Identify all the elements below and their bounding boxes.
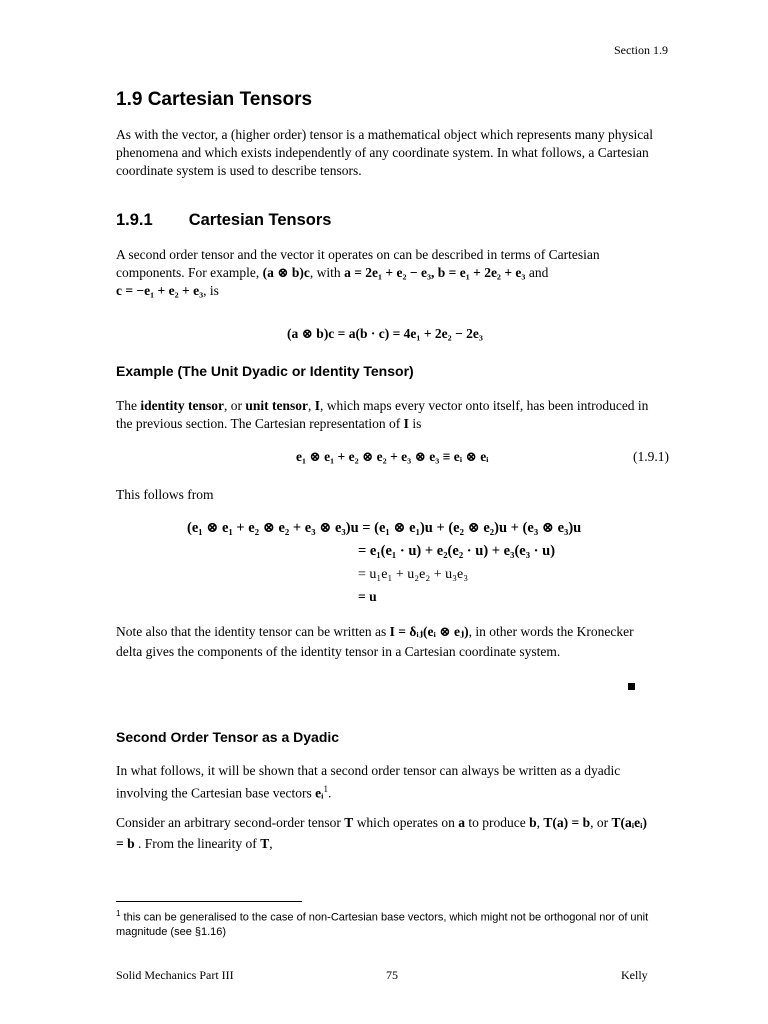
derivation-line-4: = u xyxy=(358,589,377,604)
para2-t2: , or xyxy=(224,398,246,413)
equation-label-1-9-1: (1.9.1) xyxy=(633,449,669,464)
para2-t5: is xyxy=(408,416,422,431)
section-header: Section 1.9 xyxy=(614,43,668,57)
para1-expr-dyad: (a ⊗ b)c xyxy=(262,265,310,280)
para4-t2: . xyxy=(327,785,332,801)
paragraph-dyadic xyxy=(116,762,656,803)
para5-t6: . From the linearity of xyxy=(134,836,261,851)
para5-eq1: T(a) = b xyxy=(543,815,591,830)
para3-t2: , in other words the Kronecker delta gives the components of the identity tensor in a Cartesian coordinate system. xyxy=(116,624,634,659)
para5-t2: which operates on xyxy=(353,815,459,830)
para5-T-2: T xyxy=(260,836,270,851)
para5-a: a xyxy=(458,815,466,830)
intro-paragraph: As with the vector, a (higher order) tensor is a mathematical object which represents many physical phenomena and which exists independently of any coordinate system. In what follows, a Cartesian coordinate system is used to describe tensors. xyxy=(116,127,654,178)
footer-page-number: 75 xyxy=(386,968,398,982)
para5-T: T xyxy=(344,815,354,830)
dyadic-heading: Second Order Tensor as a Dyadic xyxy=(116,729,340,745)
para1-expr-ab: a = 2e₁ + e₂ − e₃, b = e₁ + 2e₂ + e₃ xyxy=(344,265,526,280)
subsection-title: Cartesian Tensors xyxy=(188,211,332,229)
footer-left: Solid Mechanics Part III xyxy=(116,968,234,982)
para5-eq2: T(aᵢeᵢ) = b xyxy=(116,815,648,851)
footnote xyxy=(116,907,656,939)
page-title: 1.9 Cartesian Tensors xyxy=(116,89,313,110)
subsection-number: 1.9.1 xyxy=(116,211,153,229)
para3-expr: I = δᵢⱼ(eᵢ ⊗ eⱼ) xyxy=(389,624,469,639)
footnote-divider xyxy=(116,901,302,902)
equation-dyad-result: (a ⊗ b)c = a(b · c) = 4e₁ + 2e₂ − 2e₃ xyxy=(287,326,483,341)
para5-t7: , xyxy=(269,836,273,851)
para1-text3: and xyxy=(525,265,549,280)
para2-t3: , xyxy=(308,398,315,413)
para2-identity-tensor: identity tensor xyxy=(140,398,224,413)
derivation-line-2: = e₁(e₁ · u) + e₂(e₂ · u) + e₃(e₃ · u) xyxy=(358,543,556,559)
para5-t5: , or xyxy=(590,815,612,830)
subsection-heading xyxy=(116,211,331,230)
footnote-text: this can be generalised to the case of non-Cartesian base vectors, which might not be orthogonal nor of unit magnitude (see §1.16) xyxy=(116,911,649,938)
paragraph-arbitrary-tensor xyxy=(116,812,656,854)
example-heading: Example (The Unit Dyadic or Identity Tensor) xyxy=(116,363,414,379)
para2-t1: The xyxy=(116,398,141,413)
paragraph-kronecker xyxy=(116,622,656,662)
para2-symbol-i-2: I xyxy=(403,416,409,431)
footer-author: Kelly xyxy=(621,968,648,982)
para2-unit-tensor: unit tensor xyxy=(245,398,309,413)
para5-t1: Consider an arbitrary second-order tensor xyxy=(116,815,345,830)
footnote-number: 1 xyxy=(116,909,121,918)
para4-t1: In what follows, it will be shown that a second order tensor can always be written as a dyadic involving the Cartesian base vectors xyxy=(116,763,621,801)
para1-expr-c: c = −e₁ + e₂ + e₃ xyxy=(116,283,204,298)
paragraph-components xyxy=(116,246,656,300)
para4-base-vector: eᵢ xyxy=(315,785,324,801)
para5-t4: , xyxy=(536,815,544,830)
end-of-example-mark xyxy=(628,683,635,690)
para1-text4: , is xyxy=(203,283,219,298)
para2-symbol-i: I xyxy=(314,398,321,413)
derivation-line-3: = u₁e₁ + u₂e₂ + u₃e₃ xyxy=(358,567,469,582)
derivation-line-1: (e₁ ⊗ e₁ + e₂ ⊗ e₂ + e₃ ⊗ e₃)u = (e₁ ⊗ e₁)u + (e₂ ⊗ e₂)u + (e₃ ⊗ e₃)u xyxy=(187,520,582,536)
para1-text2: , with xyxy=(309,265,345,280)
paragraph-identity xyxy=(116,397,656,433)
para3-t1: Note also that the identity tensor can be written as xyxy=(116,624,390,639)
para1-text1: A second order tensor and the vector it operates on can be described in terms of Cartesian components. For example, xyxy=(116,247,600,280)
equation-1-9-1: e₁ ⊗ e₁ + e₂ ⊗ e₂ + e₃ ⊗ e₃ ≡ eᵢ ⊗ eᵢ xyxy=(296,449,489,464)
paragraph-follows: This follows from xyxy=(116,487,214,502)
para5-b: b xyxy=(529,815,537,830)
para5-t3: to produce xyxy=(465,815,530,830)
para2-t4: , which maps every vector onto itself, has been introduced in the previous section. The Cartesian representation of xyxy=(116,398,649,431)
footnote-ref: 1 xyxy=(323,784,328,794)
